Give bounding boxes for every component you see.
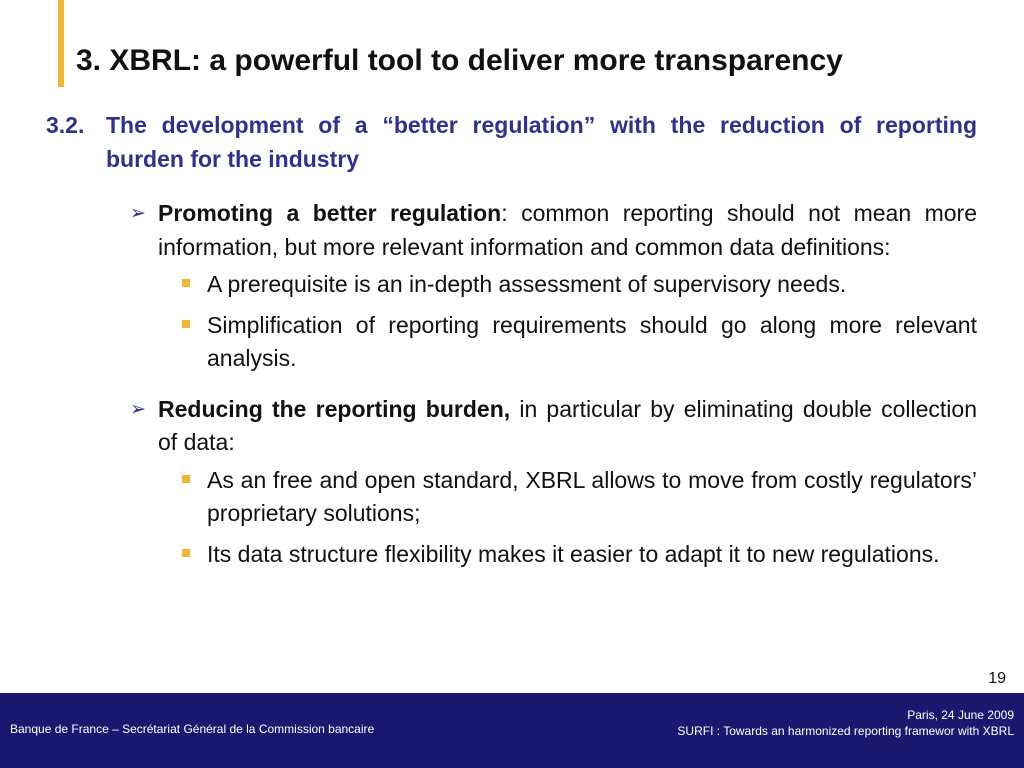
sub-bullet xyxy=(179,309,977,376)
arrow-bullet-icon: ➢ xyxy=(130,203,146,224)
square-bullet-icon xyxy=(179,464,207,531)
footer-organization: Banque de France – Secrétariat Général de la Commission bancaire xyxy=(10,722,375,736)
bullet-bold-text: Reducing the reporting burden, xyxy=(158,395,511,422)
sub-bullet xyxy=(179,464,977,531)
section-title: The development of a “better regulation” with the reduction of reporting burden for the industry xyxy=(106,112,977,172)
sub-bullet xyxy=(179,268,977,302)
square-bullet-icon xyxy=(179,309,207,376)
bullet-bold-text: Promoting a better regulation xyxy=(158,200,502,226)
square-bullet-icon xyxy=(179,538,207,572)
section-heading xyxy=(46,108,977,176)
slide-title: 3. XBRL: a powerful tool to deliver more transparency xyxy=(76,44,843,77)
sub-bullet-text: A prerequisite is an in-depth assessment of supervisory needs. xyxy=(207,271,847,297)
slide-body xyxy=(130,197,977,578)
footer-bar xyxy=(0,693,1024,768)
footer-date: Paris, 24 June 2009 xyxy=(907,708,1014,722)
bullet-promoting-better-regulation xyxy=(130,197,977,264)
sub-bullet xyxy=(179,538,977,572)
page-number: 19 xyxy=(988,670,1006,687)
sub-bullet-text: Its data structure flexibility makes it easier to adapt it to new regulations. xyxy=(207,540,940,567)
footer-presentation-title: SURFI : Towards an harmonized reporting framewor with XBRL xyxy=(677,724,1014,738)
footer-event-info xyxy=(677,707,1014,739)
bullet-text: : common reporting should not mean more information, but more relevant information and common data definitions: xyxy=(158,200,977,260)
bullet-text: in particular by eliminating double collection of data: xyxy=(158,395,977,455)
bullet-reducing-reporting-burden xyxy=(130,393,977,460)
arrow-bullet-icon: ➢ xyxy=(130,398,146,420)
sub-bullet-text: As an free and open standard, XBRL allows to move from costly regulators’ proprietary solutions; xyxy=(207,466,977,526)
section-number: 3.2. xyxy=(46,112,85,138)
sub-bullet-text: Simplification of reporting requirements should go along more relevant analysis. xyxy=(207,311,977,371)
square-bullet-icon xyxy=(179,268,207,302)
title-accent-bar xyxy=(58,0,64,87)
